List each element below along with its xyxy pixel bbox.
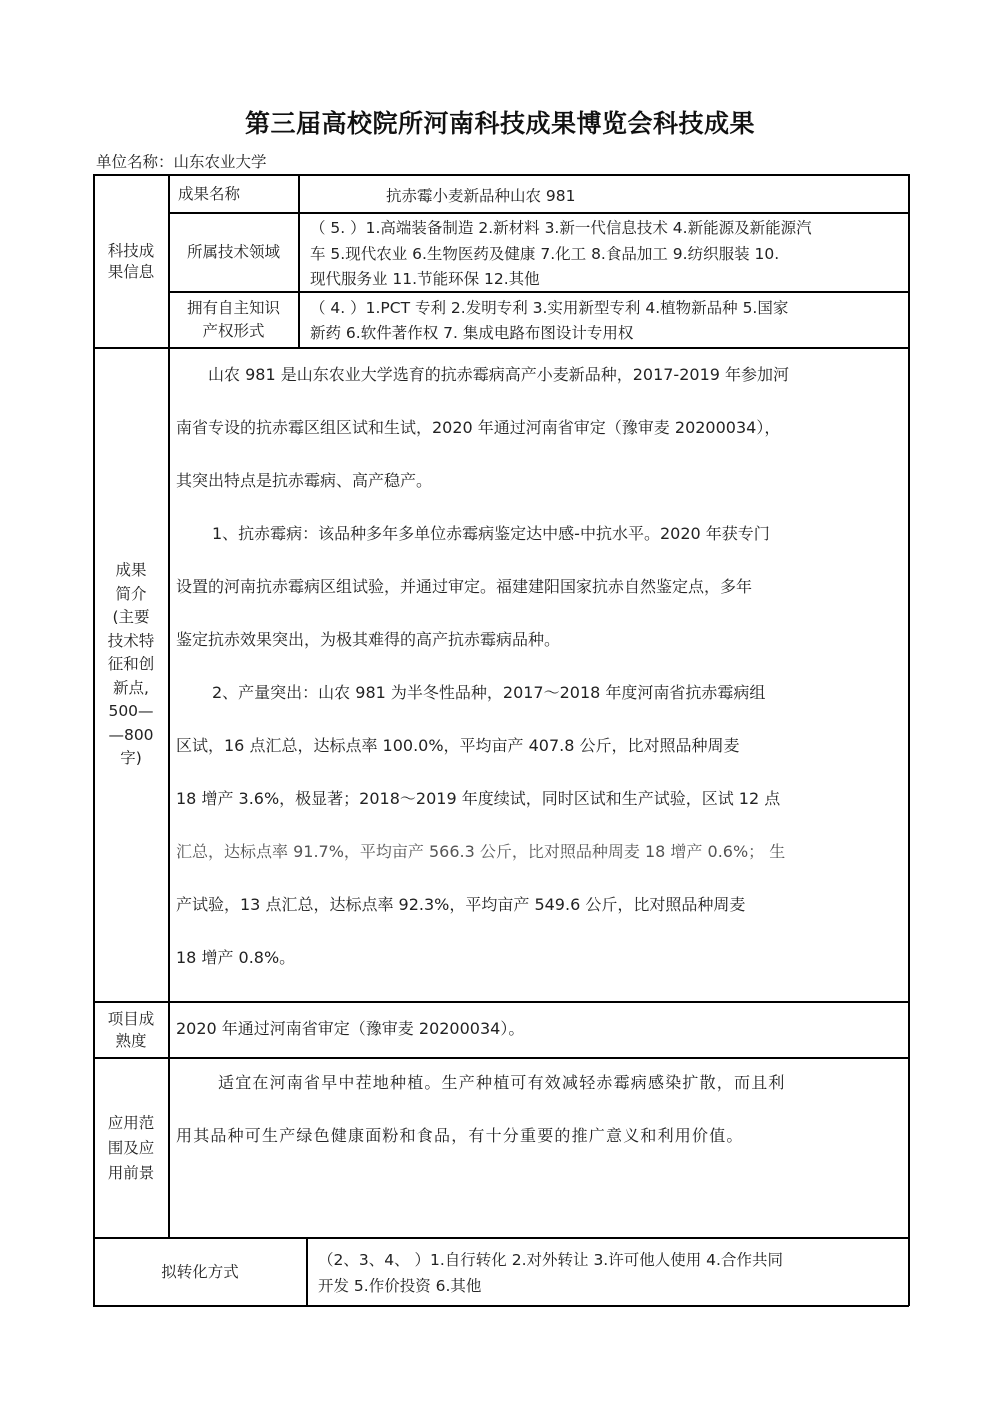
summary-line: 汇总，达标点率 91.7%，平均亩产 566.3 公斤，比对照品种周麦 18 增产 0.6%； 生 <box>176 842 786 861</box>
application-line: 适宜在河南省早中茬地种植。生产种植可有效减轻赤霉病感染扩散，而且利 <box>218 1073 786 1092</box>
achievement-name-label: 成果名称 <box>178 185 241 203</box>
section-label-info <box>95 176 167 347</box>
table-divider <box>306 1237 308 1306</box>
ip-form-label-line: 产权形式 <box>202 322 265 340</box>
application-text <box>176 1070 904 1150</box>
table-divider <box>93 347 909 349</box>
summary-label-line: 征和创 <box>107 655 155 673</box>
summary-line: 区试，16 点汇总，达标点率 100.0%，平均亩产 407.8 公斤，比对照品种周麦 <box>176 736 740 755</box>
summary-label-line: 新点, <box>113 678 149 697</box>
summary-line: 18 增产 3.6%，极显著；2018～2019 年度续试，同时区试和生产试验，区试 12 点 <box>176 789 781 808</box>
ip-form-options <box>310 296 905 346</box>
summary-line: 南省专设的抗赤霉区组区试和生试，2020 年通过河南省审定（豫审麦 20200034）， <box>176 418 781 437</box>
ip-form-label-line: 拥有自主知识 <box>186 299 280 317</box>
maturity-value: 2020 年通过河南省审定（豫审麦 20200034）。 <box>176 1019 525 1038</box>
table-border-top <box>93 174 909 176</box>
summary-label-line: (主要 <box>112 608 150 626</box>
table-border-right <box>908 174 910 1306</box>
summary-line: 山农 981 是山东农业大学选育的抗赤霉病高产小麦新品种，2017-2019 年参加河 <box>208 365 790 384</box>
application-line: 用其品种可生产绿色健康面粉和食品，有十分重要的推广意义和利用价值。 <box>176 1126 744 1145</box>
summary-line: 2、产量突出：山农 981 为半冬性品种，2017～2018 年度河南省抗赤霉病组 <box>212 683 766 702</box>
application-label <box>95 1059 167 1237</box>
tech-field-line: （ 5. ）1.高端装备制造 2.新材料 3.新一代信息技术 4.新能源及新能源汽 <box>310 219 812 237</box>
tech-field-label: 所属技术领域 <box>186 243 280 261</box>
page-title: 第三届高校院所河南科技成果博览会科技成果 <box>244 109 755 138</box>
section-label-line: 果信息 <box>107 262 155 281</box>
summary-label-line: 成果 <box>115 561 147 579</box>
summary-label-line: —800 <box>108 725 154 744</box>
maturity-label-line: 项目成 <box>107 1010 155 1028</box>
section-label-line: 科技成 <box>107 241 155 260</box>
table-divider <box>93 1057 909 1059</box>
tech-field-line: 车 5.现代农业 6.生物医药及健康 7.化工 8.食品加工 9.纺织服装 10. <box>310 244 780 263</box>
ip-form-line: 新药 6.软件著作权 7. 集成电路布图设计专用权 <box>310 324 634 342</box>
tech-field-line: 现代服务业 11.节能环保 12.其他 <box>310 270 540 288</box>
table-divider <box>298 174 300 348</box>
summary-label-line: 技术特 <box>107 631 155 650</box>
summary-line: 其突出特点是抗赤霉病、高产稳产。 <box>176 471 433 490</box>
summary-line: 设置的河南抗赤霉病区组试验，并通过审定。福建建阳国家抗赤自然鉴定点，多年 <box>176 577 753 596</box>
table-divider <box>93 1001 909 1003</box>
unit-name: 单位名称：山东农业大学 <box>96 153 267 171</box>
tech-field-options <box>310 216 905 293</box>
maturity-label <box>95 1003 167 1057</box>
maturity-label-line: 熟度 <box>115 1032 147 1050</box>
summary-line: 鉴定抗赤效果突出，为极其难得的高产抗赤霉病品种。 <box>176 630 561 649</box>
application-label-line: 围及应 <box>107 1138 155 1157</box>
summary-line: 产试验，13 点汇总，达标点率 92.3%，平均亩产 549.6 公斤，比对照品种周麦 <box>176 895 746 914</box>
transfer-label: 拟转化方式 <box>161 1262 239 1281</box>
summary-line: 18 增产 0.8%。 <box>176 948 296 967</box>
table-border-bottom <box>93 1305 909 1307</box>
transfer-line: （2、3、4、 ）1.自行转化 2.对外转让 3.许可他人使用 4.合作共同 <box>318 1251 783 1269</box>
application-label-line: 用前景 <box>107 1163 155 1182</box>
summary-label-line: 500— <box>108 702 154 720</box>
summary-label-line: 简介 <box>115 584 147 603</box>
summary-text <box>176 362 904 972</box>
ip-form-line: （ 4. ）1.PCT 专利 2.发明专利 3.实用新型专利 4.植物新品种 5.国家 <box>310 299 789 317</box>
ip-form-label <box>170 293 297 347</box>
achievement-name-value: 抗赤霉小麦新品种山农 981 <box>386 187 576 205</box>
transfer-options <box>318 1247 906 1299</box>
transfer-line: 开发 5.作价投资 6.其他 <box>318 1277 482 1295</box>
summary-label-line: 字) <box>120 749 142 767</box>
application-label-line: 应用范 <box>107 1113 155 1132</box>
summary-line: 1、抗赤霉病：该品种多年多单位赤霉病鉴定达中感-中抗水平。2020 年获专门 <box>212 524 770 543</box>
summary-label <box>95 559 167 771</box>
